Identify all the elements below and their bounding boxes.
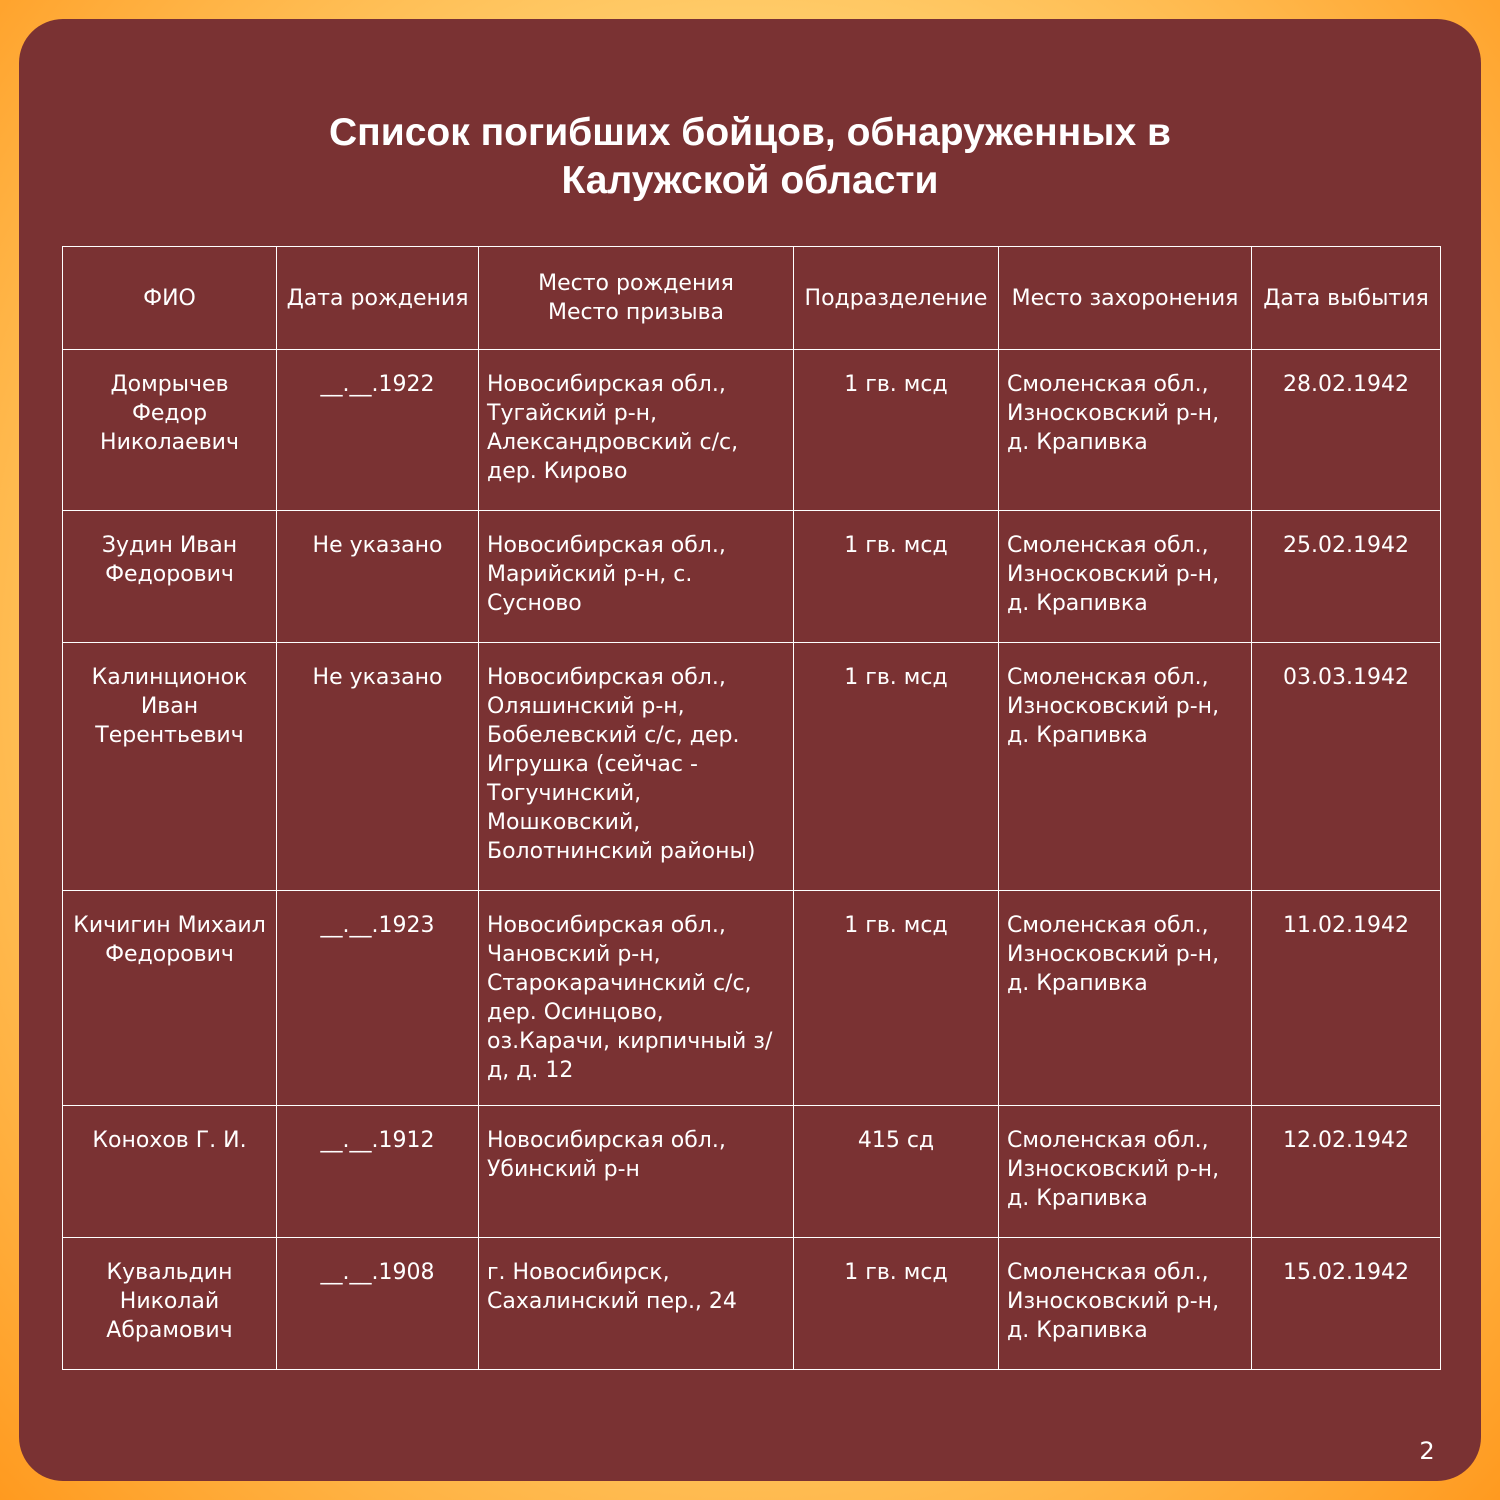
- cell-birth-place: Новосибирская обл., Чановский р-н, Старокарачинский с/с, дер. Осинцово, оз.Карачи, кирпичный з/д, д. 12: [479, 891, 794, 1106]
- cell-burial-place: Смоленская обл., Износковский р-н, д. Крапивка: [999, 1106, 1252, 1238]
- cell-birth-place: Новосибирская обл., Оляшинский р-н, Бобелевский с/с, дер. Игрушка (сейчас - Тогучинский, Мошковский, Болотнинский районы): [479, 643, 794, 891]
- cell-death-date: 15.02.1942: [1252, 1238, 1441, 1370]
- cell-burial-place: Смоленская обл., Износковский р-н, д. Крапивка: [999, 643, 1252, 891]
- header-birth-date: Дата рождения: [277, 247, 479, 350]
- cell-unit: 1 гв. мсд: [794, 891, 999, 1106]
- cell-birth-date: Не указано: [277, 511, 479, 643]
- header-birth-place-line-2: Место призыва: [547, 300, 725, 325]
- page-title-line-2: Калужской области: [561, 159, 939, 202]
- table-row: [63, 643, 1441, 891]
- cell-unit: 1 гв. мсд: [794, 511, 999, 643]
- cell-burial-place: Смоленская обл., Износковский р-н, д. Крапивка: [999, 891, 1252, 1106]
- cell-fio: Кувальдин Николай Абрамович: [63, 1238, 277, 1370]
- cell-birth-date: __.__.1923: [277, 891, 479, 1106]
- cell-fio: Зудин Иван Федорович: [63, 511, 277, 643]
- cell-fio: Домрычев Федор Николаевич: [63, 350, 277, 511]
- table-row: [63, 1106, 1441, 1238]
- cell-birth-date: __.__.1912: [277, 1106, 479, 1238]
- header-unit: Подразделение: [794, 247, 999, 350]
- header-birth-place: [479, 247, 794, 350]
- table-row: [63, 891, 1441, 1106]
- header-burial-place: Место захоронения: [999, 247, 1252, 350]
- cell-birth-place: Новосибирская обл., Убинский р-н: [479, 1106, 794, 1238]
- cell-burial-place: Смоленская обл., Износковский р-н, д. Крапивка: [999, 511, 1252, 643]
- table-row: [63, 1238, 1441, 1370]
- cell-unit: 415 сд: [794, 1106, 999, 1238]
- page-title: [19, 109, 1481, 205]
- cell-birth-place: Новосибирская обл., Тугайский р-н, Александровский с/с, дер. Кирово: [479, 350, 794, 511]
- cell-fio: Конохов Г. И.: [63, 1106, 277, 1238]
- cell-birth-date: Не указано: [277, 643, 479, 891]
- table-header-row: [63, 247, 1441, 350]
- cell-burial-place: Смоленская обл., Износковский р-н, д. Крапивка: [999, 350, 1252, 511]
- cell-burial-place: Смоленская обл., Износковский р-н, д. Крапивка: [999, 1238, 1252, 1370]
- cell-fio: Калинционок Иван Терентьевич: [63, 643, 277, 891]
- soldiers-table: [62, 246, 1441, 1370]
- table-row: [63, 511, 1441, 643]
- cell-unit: 1 гв. мсд: [794, 1238, 999, 1370]
- cell-birth-place: Новосибирская обл., Марийский р-н, с. Сусново: [479, 511, 794, 643]
- page-number: 2: [1419, 1437, 1435, 1465]
- cell-birth-date: __.__.1922: [277, 350, 479, 511]
- page-title-line-1: Список погибших бойцов, обнаруженных в: [329, 111, 1171, 154]
- cell-unit: 1 гв. мсд: [794, 350, 999, 511]
- cell-death-date: 25.02.1942: [1252, 511, 1441, 643]
- cell-death-date: 11.02.1942: [1252, 891, 1441, 1106]
- header-fio: ФИО: [63, 247, 277, 350]
- cell-death-date: 28.02.1942: [1252, 350, 1441, 511]
- table-row: [63, 350, 1441, 511]
- content-card: [19, 19, 1481, 1481]
- header-birth-place-line-1: Место рождения: [538, 271, 734, 296]
- cell-death-date: 03.03.1942: [1252, 643, 1441, 891]
- cell-birth-place: г. Новосибирск, Сахалинский пер., 24: [479, 1238, 794, 1370]
- header-death-date: Дата выбытия: [1252, 247, 1441, 350]
- cell-birth-date: __.__.1908: [277, 1238, 479, 1370]
- cell-fio: Кичигин Михаил Федорович: [63, 891, 277, 1106]
- cell-death-date: 12.02.1942: [1252, 1106, 1441, 1238]
- cell-unit: 1 гв. мсд: [794, 643, 999, 891]
